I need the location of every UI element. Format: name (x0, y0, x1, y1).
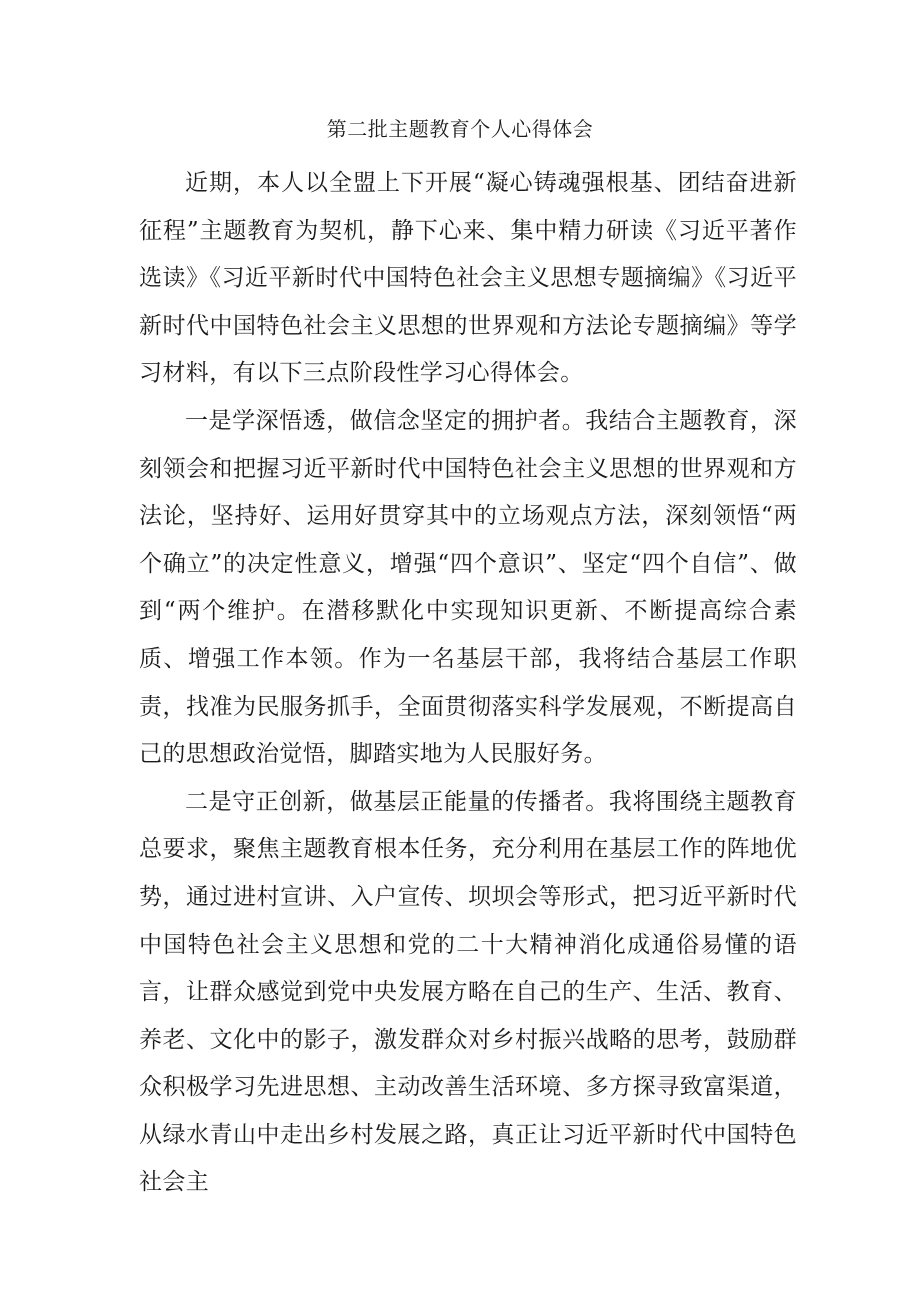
document-body (139, 160, 797, 1207)
paragraph-point-one: 一是学深悟透，做信念坚定的拥护者。我结合主题教育，深刻领会和把握习近平新时代中国特色社会主义思想的世界观和方法论，坚持好、运用好贯穿其中的立场观点方法，深刻领悟“两个确立”的决定性意义，增强“四个意识”、坚定“四个自信”、做到“两个维护。在潜移默化中实现知识更新、不断提高综合素质、增强工作本领。作为一名基层干部，我将结合基层工作职责，找准为民服务抓手，全面贯彻落实科学发展观，不断提高自己的思想政治觉悟，脚踏实地为人民服好务。 (139, 407, 797, 768)
document-title: 第二批主题教育个人心得体会 (326, 117, 594, 141)
paragraph-point-two: 二是守正创新，做基层正能量的传播者。我将围绕主题教育总要求，聚焦主题教育根本任务，充分利用在基层工作的阵地优势，通过进村宣讲、入户宣传、坝坝会等形式，把习近平新时代中国特色社会主义思想和党的二十大精神消化成通俗易懂的语言，让群众感觉到党中央发展方略在自己的生产、生活、教育、养老、文化中的影子，激发群众对乡村振兴战略的思考，鼓励群众积极学习先进思想、主动改善生活环境、多方探寻致富渠道，从绿水青山中走出乡村发展之路，真正让习近平新时代中国特色社会主 (139, 788, 797, 1196)
paragraph-intro: 近期，本人以全盟上下开展“凝心铸魂强根基、团结奋进新征程”主题教育为契机，静下心来、集中精力研读《习近平著作选读》《习近平新时代中国特色社会主义思想专题摘编》《习近平新时代中国特色社会主义思想的世界观和方法论专题摘编》等学习材料，有以下三点阶段性学习心得体会。 (139, 170, 797, 387)
